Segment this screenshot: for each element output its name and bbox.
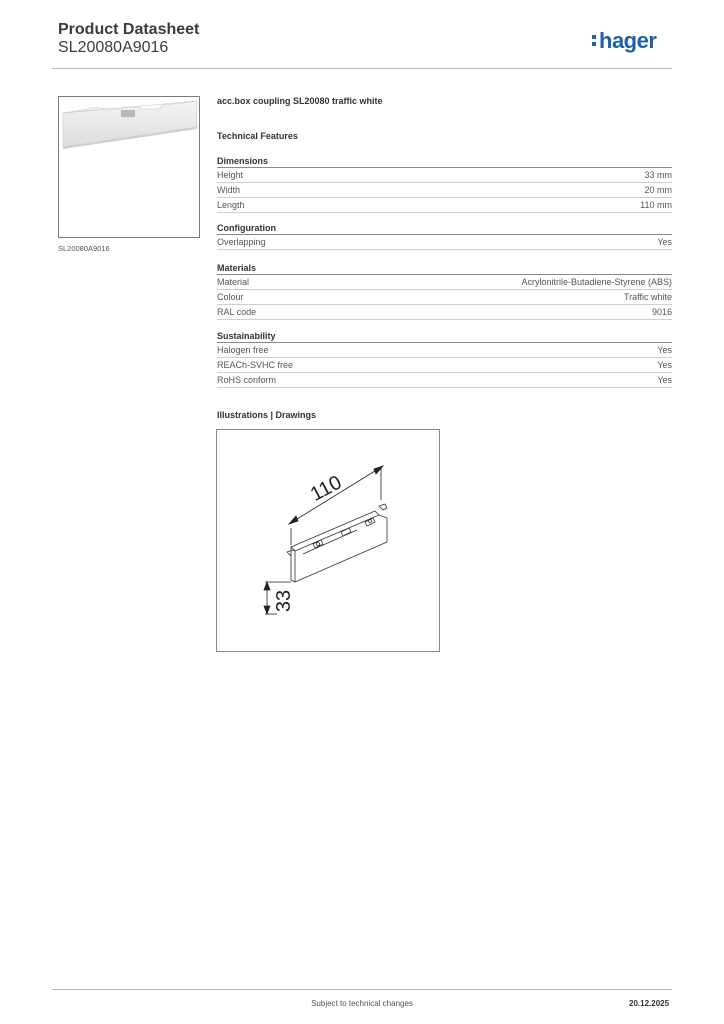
section-title: Sustainability <box>217 330 672 343</box>
row-label: Length <box>217 200 245 210</box>
table-row <box>217 235 672 250</box>
technical-features-heading: Technical Features <box>217 131 298 141</box>
footer-note: Subject to technical changes <box>311 999 413 1008</box>
table-row <box>217 343 672 358</box>
row-label: Width <box>217 185 241 195</box>
row-label: Halogen free <box>217 345 269 355</box>
row-label: REACh-SVHC free <box>217 360 294 370</box>
table-row <box>217 183 672 198</box>
table-row <box>217 168 672 183</box>
row-value: 33 mm <box>644 170 672 180</box>
logo-dots-icon <box>592 33 597 47</box>
footer-divider <box>52 989 672 990</box>
row-value: Yes <box>657 345 672 355</box>
row-label: Height <box>217 170 244 180</box>
row-value: Traffic white <box>623 292 672 302</box>
row-value: 9016 <box>651 307 672 317</box>
page-title: Product Datasheet <box>58 21 200 38</box>
height-dimension-label: 33 <box>273 589 295 613</box>
product-photo <box>58 96 200 238</box>
table-row <box>217 305 672 320</box>
section-title: Materials <box>217 262 672 275</box>
product-photo-icon <box>59 97 199 237</box>
row-value: 110 mm <box>640 200 672 210</box>
illustrations-heading: Illustrations | Drawings <box>217 410 317 420</box>
section-dimensions <box>217 155 672 213</box>
row-value: Yes <box>657 375 672 385</box>
row-value: Yes <box>657 360 672 370</box>
brand-logo <box>592 28 656 54</box>
technical-drawing <box>216 429 440 652</box>
table-row <box>217 275 672 290</box>
row-label: Colour <box>217 292 244 302</box>
product-name: acc.box coupling SL20080 traffic white <box>217 96 383 106</box>
row-label: Overlapping <box>217 237 266 247</box>
footer-date: 20.12.2025 <box>629 999 670 1008</box>
length-dimension-label: 110 <box>306 471 346 506</box>
row-value: Acrylonitrile-Butadiene-Styrene (ABS) <box>521 277 672 287</box>
section-title: Configuration <box>217 222 672 235</box>
row-label: RoHS conform <box>217 375 277 385</box>
section-title: Dimensions <box>217 155 672 168</box>
section-materials <box>217 262 672 320</box>
brand-name: hager <box>599 28 657 53</box>
header-divider <box>52 68 672 69</box>
photo-caption: SL20080A9016 <box>58 244 110 253</box>
row-label: RAL code <box>217 307 257 317</box>
table-row <box>217 373 672 388</box>
dimension-drawing-icon <box>217 430 439 651</box>
row-value: Yes <box>657 237 672 247</box>
table-row <box>217 358 672 373</box>
product-code: SL20080A9016 <box>58 39 169 56</box>
section-sustainability <box>217 330 672 388</box>
section-configuration <box>217 222 672 250</box>
table-row <box>217 198 672 213</box>
row-value: 20 mm <box>644 185 672 195</box>
table-row <box>217 290 672 305</box>
row-label: Material <box>217 277 250 287</box>
